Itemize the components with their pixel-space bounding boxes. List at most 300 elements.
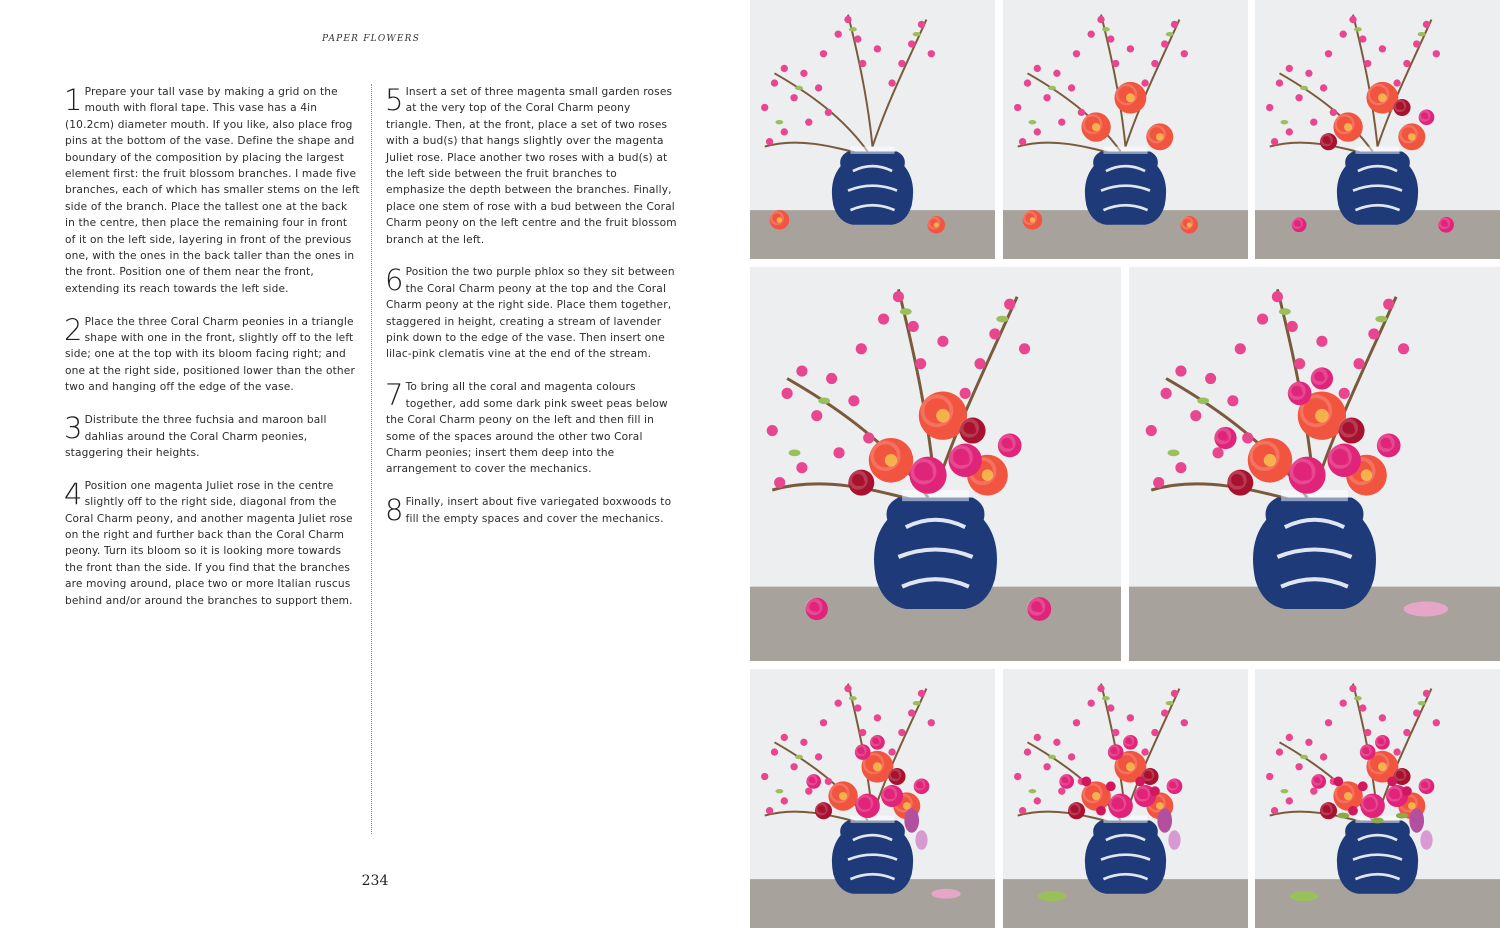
rose (1292, 217, 1307, 232)
dahlia (1167, 778, 1183, 794)
blossom (1034, 797, 1041, 804)
blossom (1034, 734, 1041, 741)
rose (881, 785, 903, 807)
dahlia (1393, 99, 1410, 116)
phlox (1157, 808, 1172, 832)
blossom (796, 462, 807, 473)
blossom (774, 477, 785, 488)
blossom (1146, 425, 1157, 436)
step-1 (65, 84, 360, 297)
dahlia (1320, 133, 1337, 150)
right-page (750, 0, 1500, 928)
blossom (1310, 119, 1317, 126)
blossom (1359, 704, 1366, 711)
blossom (1403, 729, 1410, 736)
leaf (1102, 696, 1110, 700)
step-3 (65, 412, 360, 461)
dahlia (1339, 418, 1365, 444)
arrangement-photo (1003, 0, 1248, 259)
blue-white-vase (1253, 490, 1376, 609)
arrangement-photo (1003, 669, 1248, 928)
dahlia (914, 778, 930, 794)
blossom (1423, 690, 1430, 697)
blossom (1097, 16, 1104, 23)
sweet-pea (1333, 777, 1343, 787)
leaf (849, 696, 857, 700)
arrangement-photo (750, 0, 995, 259)
rose (1360, 744, 1376, 760)
blossom (1019, 138, 1026, 145)
leaf (1354, 27, 1362, 31)
blossom (908, 40, 915, 47)
dahlia (1068, 802, 1085, 819)
blossom (1295, 763, 1302, 770)
blossom (1235, 343, 1246, 354)
blossom (1286, 734, 1293, 741)
instructions-column-left (65, 84, 360, 625)
rose (1375, 735, 1390, 750)
sweet-pea (1106, 781, 1116, 791)
arrangement-photo (1129, 267, 1500, 661)
leaf (1418, 701, 1426, 705)
blossom (859, 60, 866, 67)
blossom (826, 373, 837, 384)
leaf (996, 316, 1008, 323)
rose (1123, 735, 1138, 750)
rose (948, 444, 981, 477)
rose (1059, 774, 1074, 789)
blue-white-vase (874, 490, 997, 609)
leaf (1028, 120, 1036, 124)
blossom (1181, 719, 1188, 726)
blossom (805, 788, 812, 795)
step-text: Position the two purple phlox so they sit between the Coral Charm peony at the top and the Coral Charm peony at the right side. Place them together, staggered in height, creating a stream of lavender pink down to the edge of the vase. Then insert one lilac-pink clematis vine at the end of the stream. (386, 266, 675, 361)
blossom (898, 729, 905, 736)
blossom (874, 45, 881, 52)
rose (1028, 597, 1052, 621)
blossom (1379, 714, 1386, 721)
blossom (1088, 700, 1095, 707)
dahlia (960, 418, 986, 444)
blossom (1393, 79, 1400, 86)
blossom (1271, 138, 1278, 145)
blossom (1024, 748, 1031, 755)
dahlia (1320, 802, 1337, 819)
clematis (931, 889, 960, 899)
sweet-pea (1358, 781, 1368, 791)
blossom (1068, 84, 1075, 91)
blossom (1171, 690, 1178, 697)
boxwood (1337, 813, 1349, 819)
peony (1398, 123, 1425, 150)
blossom (1423, 21, 1430, 28)
instructions-column-right (386, 84, 678, 543)
blossom (800, 70, 807, 77)
leaf (1028, 789, 1036, 793)
step-2 (65, 314, 360, 396)
sweet-pea (1081, 777, 1091, 787)
rose (1214, 427, 1236, 449)
blossom (1266, 773, 1273, 780)
blossom (1325, 50, 1332, 57)
step-number: 3 (64, 411, 83, 446)
blossom (928, 719, 935, 726)
blossom (1305, 70, 1312, 77)
blossom (782, 388, 793, 399)
blossom (1379, 45, 1386, 52)
blossom (1364, 60, 1371, 67)
dahlia (1419, 778, 1435, 794)
blossom (1112, 60, 1119, 67)
blossom (1073, 719, 1080, 726)
blue-white-vase (1337, 816, 1418, 894)
blossom (1078, 109, 1085, 116)
leaf (789, 450, 801, 457)
boxwood (1396, 813, 1408, 819)
loose-flowers (1289, 891, 1318, 901)
leaf (1166, 32, 1174, 36)
blossom (790, 763, 797, 770)
blossom (1286, 128, 1293, 135)
blossom (1320, 84, 1327, 91)
dahlia (1227, 470, 1253, 496)
clematis (1404, 602, 1449, 617)
blossom (898, 60, 905, 67)
leaf (1279, 308, 1291, 315)
blossom (1019, 343, 1030, 354)
blossom (1112, 729, 1119, 736)
sweet-pea (1096, 806, 1106, 816)
loose-flowers (931, 889, 960, 899)
phlox (904, 808, 919, 832)
blossom (1019, 807, 1026, 814)
step-photo-2 (1003, 0, 1248, 259)
rose (1288, 381, 1312, 405)
dahlia (888, 768, 905, 785)
blossom (1325, 719, 1332, 726)
blossom (1295, 94, 1302, 101)
peony (1248, 438, 1293, 483)
blossom (1286, 65, 1293, 72)
blossom (928, 50, 935, 57)
blossom (856, 343, 867, 354)
blossom (1058, 119, 1065, 126)
rose (855, 744, 871, 760)
leaf (1102, 27, 1110, 31)
step-number: 7 (385, 378, 404, 413)
blossom (1053, 739, 1060, 746)
blossom (805, 119, 812, 126)
blossom (915, 358, 926, 369)
rose (1108, 794, 1133, 818)
blossom (1276, 748, 1283, 755)
blossom (1433, 50, 1440, 57)
step-text: Distribute the three fuchsia and maroon ball dahlias around the Coral Charm peonies, staggering their heights. (65, 414, 327, 459)
blossom (781, 65, 788, 72)
blossom (1294, 358, 1305, 369)
blossom (1034, 65, 1041, 72)
peony (1333, 112, 1362, 141)
arrangement-photo (1255, 669, 1500, 928)
dahlia (848, 470, 874, 496)
blossom (1403, 60, 1410, 67)
blossom (854, 35, 861, 42)
arrangement-photo (750, 669, 995, 928)
blossom (1151, 729, 1158, 736)
blossom (1107, 704, 1114, 711)
blossom (771, 748, 778, 755)
blossom (815, 753, 822, 760)
blossom (1175, 462, 1186, 473)
blossom (820, 50, 827, 57)
blossom (1316, 336, 1327, 347)
clematis (1420, 830, 1432, 850)
step-6 (386, 264, 678, 362)
leaf (1048, 755, 1056, 759)
rose (1360, 794, 1385, 818)
blossom (811, 410, 822, 421)
step-text: Insert a set of three magenta small garden roses at the very top of the Coral Charm peony triangle. Then, at the front, place a set of two roses with a bud(s) that hangs slightly over the magenta Juliet rose. Place another two roses with a bud(s) at the left side between the fruit branches to emphasize the depth between the branches. Finally, place one stem of rose with a bud between the Coral Charm peony on the left centre and the fruit blossom branch at the left. (386, 86, 677, 246)
step-text: Finally, insert about five variegated boxwoods to fill the empty spaces and cover the mechanics. (405, 496, 672, 525)
step-number: 2 (64, 312, 83, 347)
blossom (1107, 35, 1114, 42)
leaf (1166, 701, 1174, 705)
blossom (771, 79, 778, 86)
leaf (1280, 789, 1288, 793)
leaf (849, 27, 857, 31)
rose (1311, 774, 1326, 789)
blossom (796, 366, 807, 377)
sweet-pea (1402, 786, 1412, 796)
blossom (1340, 700, 1347, 707)
blossom (888, 79, 895, 86)
blossom (1034, 128, 1041, 135)
leaf (1300, 755, 1308, 759)
loose-flowers (1404, 602, 1449, 617)
blue-white-vase (1085, 816, 1166, 894)
step-7 (386, 379, 678, 477)
leaf (1197, 397, 1209, 404)
blossom (863, 432, 874, 443)
step-photo-1 (750, 0, 995, 259)
blossom (1349, 16, 1356, 23)
step-photo-6 (750, 669, 995, 928)
rose (806, 774, 821, 789)
blossom (1242, 432, 1253, 443)
phlox (1409, 808, 1424, 832)
blossom (908, 709, 915, 716)
blossom (918, 21, 925, 28)
rose (806, 598, 828, 620)
sweet-pea (1135, 777, 1145, 787)
boxwood (1037, 891, 1066, 901)
sweet-pea (1150, 786, 1160, 796)
blossom (1364, 729, 1371, 736)
blossom (1287, 321, 1298, 332)
blossom (766, 138, 773, 145)
step-photo-7 (1003, 669, 1248, 928)
blossom (854, 704, 861, 711)
leaf (775, 789, 783, 793)
blossom (1141, 748, 1148, 755)
blossom (1053, 70, 1060, 77)
leaf (1048, 86, 1056, 90)
blossom (825, 778, 832, 785)
step-photo-4 (750, 267, 1121, 661)
blossom (1339, 388, 1350, 399)
blossom (761, 773, 768, 780)
blue-white-vase (832, 816, 913, 894)
leaf (1418, 32, 1426, 36)
blossom (767, 425, 778, 436)
blossom (1068, 753, 1075, 760)
blossom (1153, 477, 1164, 488)
blossom (1227, 395, 1238, 406)
blossom (848, 395, 859, 406)
blossom (1340, 31, 1347, 38)
blossom (974, 358, 985, 369)
peony (927, 216, 945, 234)
blossom (1043, 94, 1050, 101)
leaf (795, 86, 803, 90)
rose (855, 794, 880, 818)
blossom (1127, 45, 1134, 52)
step-8 (386, 494, 678, 527)
blossom (815, 84, 822, 91)
clematis (1168, 830, 1180, 850)
blossom (1161, 388, 1172, 399)
step-number: 4 (64, 476, 83, 511)
arrangement-photo (1255, 0, 1500, 259)
dahlia (998, 434, 1022, 458)
dahlia (1377, 434, 1401, 458)
blossom (1171, 21, 1178, 28)
blossom (874, 714, 881, 721)
blossom (1359, 35, 1366, 42)
blossom (1413, 709, 1420, 716)
step-photo-3 (1255, 0, 1500, 259)
blossom (937, 336, 948, 347)
blossom (1014, 773, 1021, 780)
blossom (1127, 714, 1134, 721)
rose (910, 457, 947, 494)
blossom (844, 16, 851, 23)
blossom (1205, 373, 1216, 384)
arrangement-photo (750, 267, 1121, 661)
blossom (908, 321, 919, 332)
step-photo-5 (1129, 267, 1500, 661)
peony (1114, 82, 1146, 114)
blossom (888, 748, 895, 755)
boxwood (1371, 818, 1383, 824)
leaf (795, 755, 803, 759)
step-text: Place the three Coral Charm peonies in a triangle shape with one in the front, slightly off to the left side; one at the top with its bloom facing right; and one at the right side, positioned lower than the other two and hanging off the edge of the vase. (65, 315, 355, 394)
blossom (1433, 719, 1440, 726)
leaf (1280, 120, 1288, 124)
blossom (820, 719, 827, 726)
blossom (989, 328, 1000, 339)
blossom (761, 104, 768, 111)
step-number: 8 (385, 493, 404, 528)
leaf (1354, 696, 1362, 700)
leaf (913, 32, 921, 36)
blossom (1190, 410, 1201, 421)
peony (1180, 216, 1198, 234)
peony (770, 210, 790, 230)
step-text: Prepare your tall vase by making a grid on the mouth with floral tape. This vase has a 4in (10.2cm) diameter mouth. If you like, also place frog pins at the bottom of the vase. Define the shape and boundary of the composition by placing the largest element first: the fruit blossom branches. I made five branches, each of which has smaller stems on the left side of the branch. Place the tallest one at the back in the centre, then place the remaining four in front of it on the left side, layering in front of the previous one, with the ones in the back taller than the ones in the front. Position one of them near the front, extending its reach towards the left side. (65, 86, 360, 295)
peony (828, 781, 857, 810)
peony (869, 438, 914, 483)
step-text: Position one magenta Juliet rose in the centre slightly off to the right side, diagonal from the Coral Charm peony, and another magenta Juliet rose on the right and further back than the Coral Charm peony. Turn its bloom so it is looking more towards the front than the side. If you find that the branches are moving around, place two or more Italian ruscus behind and/or around the branches to support them. (65, 479, 353, 607)
clematis (915, 830, 927, 850)
blossom (1286, 797, 1293, 804)
blossom (835, 700, 842, 707)
blossom (1413, 40, 1420, 47)
step-4 (65, 478, 360, 609)
blossom (1161, 709, 1168, 716)
blossom (960, 388, 971, 399)
blossom (893, 291, 904, 302)
blue-white-vase (832, 147, 913, 225)
blossom (1181, 50, 1188, 57)
blossom (766, 807, 773, 814)
blossom (918, 690, 925, 697)
step-5 (386, 84, 678, 248)
blossom (1073, 50, 1080, 57)
leaf (1375, 316, 1387, 323)
blossom (859, 729, 866, 736)
blossom (1368, 328, 1379, 339)
blossom (878, 313, 889, 324)
step-number: 5 (385, 83, 404, 117)
boxwood (1289, 891, 1318, 901)
step-number: 1 (64, 83, 83, 117)
leaf (913, 701, 921, 705)
rose (1327, 444, 1360, 477)
blossom (1398, 343, 1409, 354)
step-number: 6 (385, 263, 404, 298)
leaf (900, 308, 912, 315)
step-text: To bring all the coral and magenta colours together, add some dark pink sweet peas below the Coral Charm peony on the left and then fill in some of the spaces around the other two Coral Charm peonies; insert them deep into the arrangement to cover the mechanics. (386, 381, 668, 476)
blossom (1330, 109, 1337, 116)
rose (1289, 457, 1326, 494)
blossom (1272, 291, 1283, 302)
peony (1081, 112, 1110, 141)
peony (1023, 210, 1043, 230)
blossom (1014, 104, 1021, 111)
blossom (1097, 685, 1104, 692)
blossom (800, 739, 807, 746)
leaf (775, 120, 783, 124)
blossom (1257, 313, 1268, 324)
leaf (1168, 450, 1180, 457)
blossom (833, 447, 844, 458)
column-divider (371, 84, 372, 834)
rose (870, 735, 885, 750)
leaf (1300, 86, 1308, 90)
blossom (1383, 299, 1394, 310)
blossom (1353, 358, 1364, 369)
blossom (1088, 31, 1095, 38)
blossom (1349, 685, 1356, 692)
blossom (1043, 763, 1050, 770)
blossom (835, 31, 842, 38)
step-photo-8 (1255, 669, 1500, 928)
blossom (1024, 79, 1031, 86)
blossom (790, 94, 797, 101)
sweet-pea (1348, 806, 1358, 816)
blossom (781, 128, 788, 135)
